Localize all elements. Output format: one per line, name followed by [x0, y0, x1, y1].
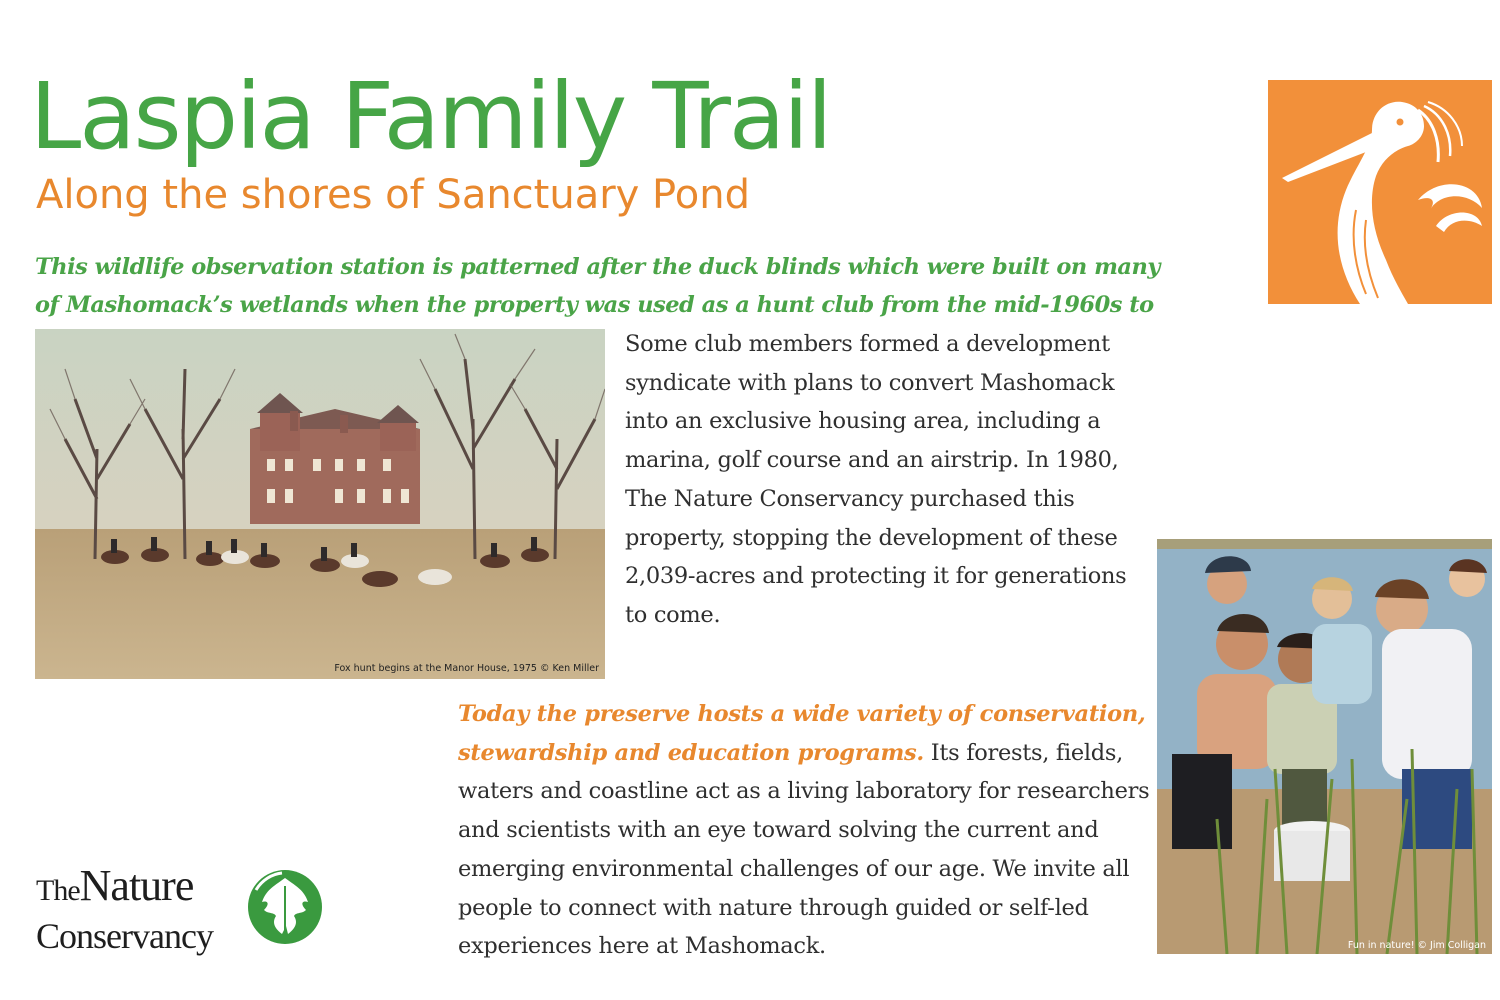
programs-paragraph	[458, 695, 1158, 966]
nature-conservancy-logo	[36, 861, 336, 958]
manor-house-photo	[35, 329, 605, 679]
logo-line-1: TheNature	[36, 861, 194, 910]
kids-photo	[1157, 539, 1492, 954]
kids-photo-caption: Fun in nature! © Jim Colligan	[1347, 940, 1486, 951]
heron-icon	[1268, 80, 1492, 304]
heron-logo-badge	[1268, 80, 1492, 304]
page-subtitle: Along the shores of Sanctuary Pond	[36, 172, 750, 218]
logo-line-2: Conservancy	[36, 916, 213, 956]
programs-highlight: Today the preserve hosts a wide variety of conservation, stewardship and education programs.	[458, 701, 1146, 766]
programs-body: Its forests, fields, waters and coastline act as a living laboratory for researchers and scientists with an eye toward solving the current and emerging environmental challenges of our age. We invite all people to connect with nature through guided or self-led experiences here at Mashomack.	[458, 739, 1150, 960]
manor-photo-caption: Fox hunt begins at the Manor House, 1975 © Ken Miller	[334, 663, 599, 674]
logo-wordmark	[36, 861, 213, 956]
page-title: Laspia Family Trail	[30, 63, 831, 170]
intro-paragraph: This wildlife observation station is patterned after the duck blinds which were built on many of Mashomack’s wetlands when the property was used as a hunt club from the mid-1960s to	[35, 254, 1160, 318]
oak-leaf-icon	[246, 868, 324, 946]
history-paragraph: Some club members formed a development syndicate with plans to convert Mashomack into an exclusive housing area, including a marina, golf course and an airstrip. In 1980, The Nature Conservancy purchased this property, stopping the development of these 2,039-acres and protecting it for generations to come.	[625, 331, 1127, 628]
